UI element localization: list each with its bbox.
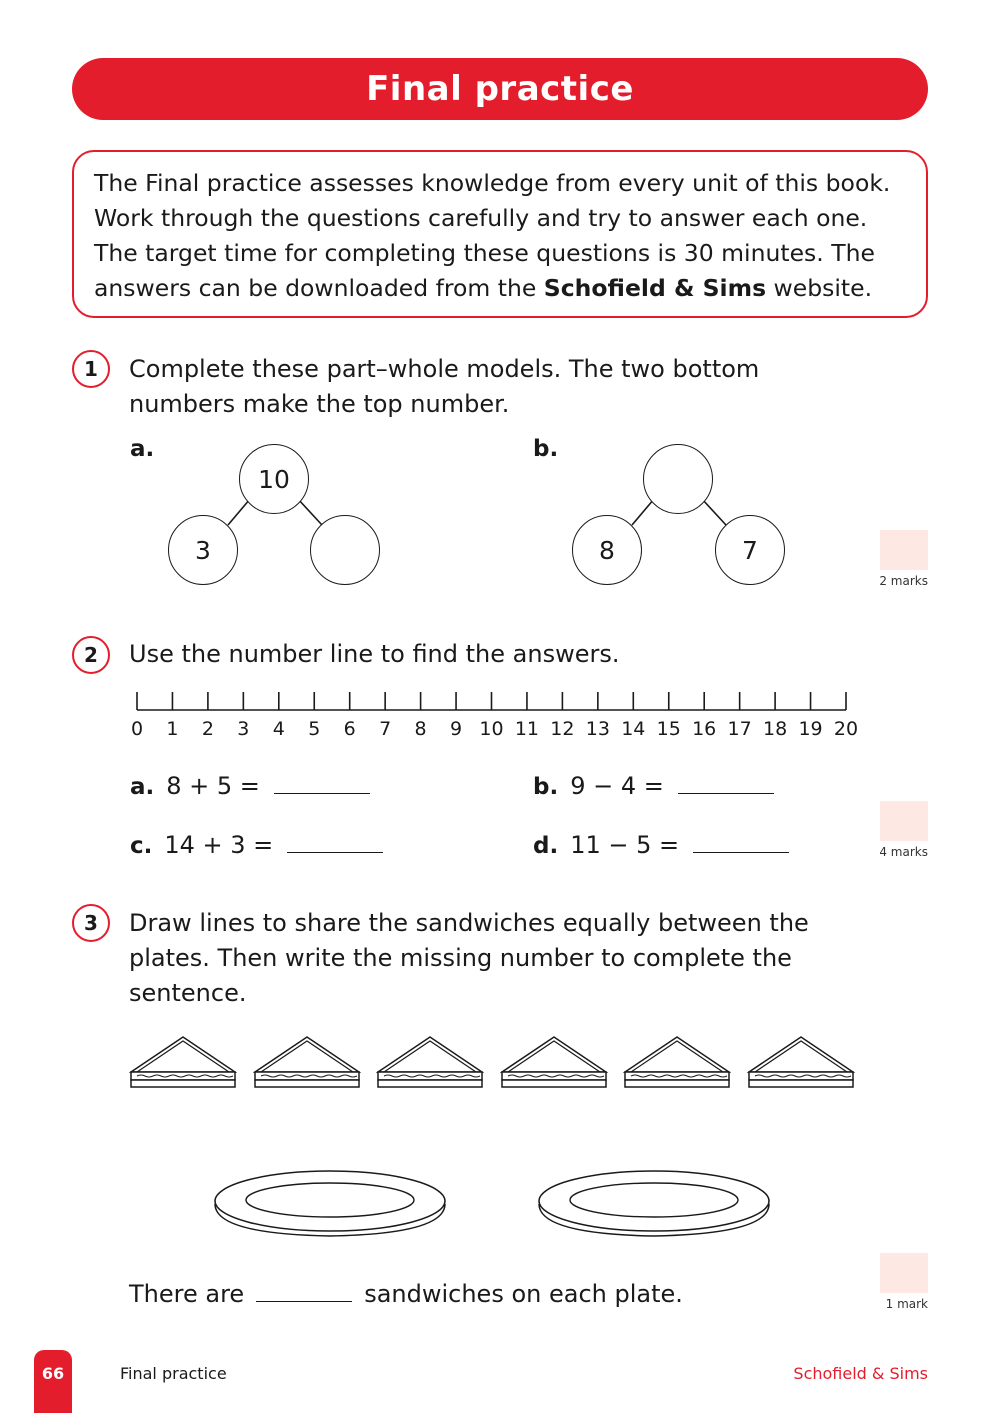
part-label-b: b. [533, 436, 559, 462]
question-number-2: 2 [72, 636, 110, 674]
number-line-label: 6 [343, 718, 356, 740]
number-line-label: 14 [621, 718, 646, 740]
equation-expression: 9 − 4 = [570, 772, 664, 800]
sandwich[interactable] [500, 1035, 608, 1091]
marks-label: 2 marks [879, 574, 928, 588]
part-circle-b-left: 8 [572, 515, 642, 585]
number-line-label: 13 [585, 718, 610, 740]
equation-expression: 8 + 5 = [166, 772, 260, 800]
number-line-label: 16 [692, 718, 717, 740]
publisher-name: Schofield & Sims [543, 274, 767, 302]
number-line-label: 12 [550, 718, 575, 740]
marks-box [880, 1253, 928, 1293]
number-line-label: 10 [479, 718, 504, 740]
equation-expression: 11 − 5 = [570, 831, 680, 859]
answer-blank[interactable] [274, 793, 370, 794]
intro-line: The target time for completing these questions is 30 minutes. The [94, 239, 875, 267]
question-text-line: sentence. [129, 979, 247, 1007]
equation-b [533, 772, 774, 800]
equation-label: b. [533, 774, 559, 800]
question-text-line: plates. Then write the missing number to complete the [129, 944, 792, 972]
part-circle-a-right[interactable] [310, 515, 380, 585]
intro-line: Work through the questions carefully and try to answer each one. [94, 204, 868, 232]
question-text-line: Complete these part–whole models. The two bottom [129, 355, 760, 383]
number-line-label: 15 [656, 718, 681, 740]
number-line-label: 5 [308, 718, 321, 740]
intro-line: The Final practice assesses knowledge from every unit of this book. [94, 169, 891, 197]
number-line-label: 8 [414, 718, 427, 740]
equation-label: c. [130, 833, 153, 859]
sandwich[interactable] [253, 1035, 361, 1091]
intro-text: answers can be downloaded from the [94, 274, 544, 302]
part-circle-b-right: 7 [715, 515, 785, 585]
answer-blank[interactable] [287, 852, 383, 853]
part-circle-a-left: 3 [168, 515, 238, 585]
marks-label: 4 marks [879, 845, 928, 859]
answer-blank[interactable] [678, 793, 774, 794]
number-line-label: 3 [237, 718, 250, 740]
question-3-text [129, 906, 809, 1011]
equation-label: a. [130, 774, 155, 800]
marks-label: 1 mark [885, 1297, 928, 1311]
footer-publisher: Schofield & Sims [793, 1364, 928, 1383]
equation-expression: 14 + 3 = [164, 831, 274, 859]
number-line-label: 9 [450, 718, 463, 740]
whole-circle-a: 10 [239, 444, 309, 514]
question-2-text [129, 637, 619, 672]
sentence-prefix: There are [129, 1280, 245, 1308]
number-line-label: 18 [763, 718, 788, 740]
number-line-label: 20 [833, 718, 859, 740]
plate[interactable] [212, 1168, 448, 1240]
answer-blank[interactable] [256, 1301, 352, 1302]
number-line-label: 17 [727, 718, 752, 740]
number-line-label: 19 [798, 718, 823, 740]
answer-blank[interactable] [693, 852, 789, 853]
equation-d [533, 831, 789, 859]
page-title: Final practice [366, 69, 634, 109]
sandwich[interactable] [376, 1035, 484, 1091]
plate[interactable] [536, 1168, 772, 1240]
equation-label: d. [533, 833, 559, 859]
equation-c [130, 831, 383, 859]
answer-sentence [129, 1280, 683, 1308]
marks-box [880, 530, 928, 570]
page-number: 66 [34, 1350, 72, 1413]
marks-box [880, 801, 928, 841]
number-line-label: 2 [201, 718, 214, 740]
sentence-suffix: sandwiches on each plate. [364, 1280, 683, 1308]
number-line-label: 0 [130, 718, 144, 740]
footer-section-title: Final practice [120, 1364, 227, 1383]
sandwich[interactable] [623, 1035, 731, 1091]
sandwich[interactable] [747, 1035, 855, 1091]
question-number-3: 3 [72, 904, 110, 942]
number-line [128, 688, 858, 718]
number-line-label: 1 [166, 718, 179, 740]
question-number-1: 1 [72, 350, 110, 388]
sandwich[interactable] [129, 1035, 237, 1091]
question-text-line: Use the number line to find the answers. [129, 640, 620, 668]
number-line-label: 7 [379, 718, 392, 740]
whole-circle-b[interactable] [643, 444, 713, 514]
number-line-label: 4 [272, 718, 285, 740]
equation-a [130, 772, 370, 800]
number-line-label: 11 [514, 718, 540, 740]
part-label-a: a. [130, 436, 155, 462]
question-text-line: numbers make the top number. [129, 390, 510, 418]
intro-text: website. [766, 274, 873, 302]
question-text-line: Draw lines to share the sandwiches equally between the [129, 909, 809, 937]
